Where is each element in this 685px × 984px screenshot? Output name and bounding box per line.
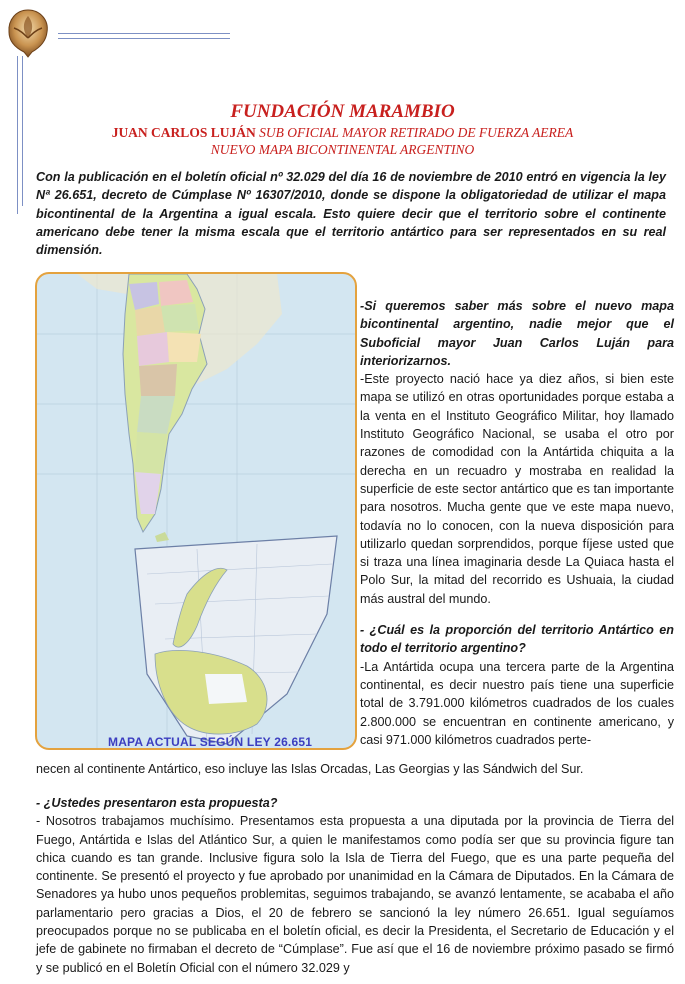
author-name: JUAN CARLOS LUJÁN	[111, 125, 256, 140]
intro-paragraph: Con la publicación en el boletín oficial nº 32.029 del día 16 de noviembre de 2010 entró en vigencia la ley Nª 26.651, decreto de Cúmplase Nº 16307/2010, donde se dispone la obligatoriedad de utilizar el mapa bicontinental de la Argentina a igual escala. Esto quiere decir que el territorio sobre el continente americano debe tener la misma escala que el territorio antártico para ser representados en su real dimensión.	[36, 170, 666, 258]
interview-question: -Si queremos saber más sobre el nuevo mapa bicontinental argentino, nadie mejor que el Suboficial mayor Juan Carlos Luján para interiorizarnos.	[360, 299, 674, 368]
interview-section	[36, 794, 674, 977]
foundation-logo-icon	[6, 8, 50, 58]
decorative-rule	[58, 38, 230, 39]
interview-column	[360, 297, 674, 749]
page-title: FUNDACIÓN MARAMBIO	[230, 101, 455, 122]
bicontinental-map	[35, 272, 357, 750]
interview-question: - ¿Ustedes presentaron esta propuesta?	[36, 796, 278, 810]
interview-question: - ¿Cuál es la proporción del territorio Antártico en todo el territorio argentino?	[360, 623, 674, 656]
interview-answer-continued	[36, 760, 674, 778]
article-subject: NUEVO MAPA BICONTINENTAL ARGENTINO	[210, 142, 475, 157]
author-rank: SUB OFICIAL MAYOR RETIRADO DE FUERZA AEREA	[255, 125, 574, 140]
interview-answer: -Este proyecto nació hace ya diez años, si bien este mapa se utilizó en otras oportunidades porque estaba a la venta en el Instituto Geográfico Militar, hoy llamado Instituto Geográfico Nacional, se usaba el otro por razones de comodidad con la Antártida chiquita a la derecha en un recuadro y mostraba en realidad la superficie de este sector antártico que es tan importante para nosotros. Mucha gente que ve este mapa nuevo, todavía no lo conocen, con la nueva disposición para utilizarlo quedan sorprendidos, porque fíjese usted que si traza una línea imaginaria desde La Quiaca hasta el Polo Sur, la mitad del recorrido es Ushuaia, la ciudad más austral del mundo.	[360, 372, 674, 606]
map-caption: MAPA ACTUAL SEGÚN LEY 26.651	[108, 735, 313, 749]
interview-answer: necen al continente Antártico, eso incluye las Islas Orcadas, Las Georgias y las Sándwich del Sur.	[36, 762, 584, 776]
page-subtitle	[0, 124, 685, 158]
interview-answer: - Nosotros trabajamos muchísimo. Presentamos esta propuesta a una diputada por la provincia de Tierra del Fuego, Antártida e Islas del Atlántico Sur, a quien le manifestamos como podía ser que su provincia figure tan chica cuando es tan grande. Inclusive figura solo la Isla de Tierra del Fuego, que es una parte pequeña del continente. Se presentó el proyecto y fue aprobado por unanimidad en la Cámara de Diputados. En la Cámara de Senadores ya hubo unos pequeños problemitas, seguimos trabajando, se avanzó lentamente, se acababa el año parlamentario pero gracias a Dios, el 20 de febrero se sancionó la ley número 26.651. Igual seguíamos preocupados porque no se publicaba en el boletín oficial, es decir la Presidenta, el Secretario de Educación y el jefe de gabinete no firmaban el decreto de “Cúmplase”. Fue así que el 16 de noviembre próximo pasado se firmó y se publicó en el Boletín Oficial con el número 32.029 y	[36, 814, 674, 975]
interview-answer: -La Antártida ocupa una tercera parte de la Argentina continental, es decir nuestro país tiene una superficie total de 3.791.000 kilómetros cuadrados de los cuales 2.800.000 se encuentran en continente americano, y casi 971.000 kilómetros cuadrados perte-	[360, 659, 674, 747]
map-illustration	[37, 274, 355, 748]
decorative-rule	[58, 33, 230, 34]
